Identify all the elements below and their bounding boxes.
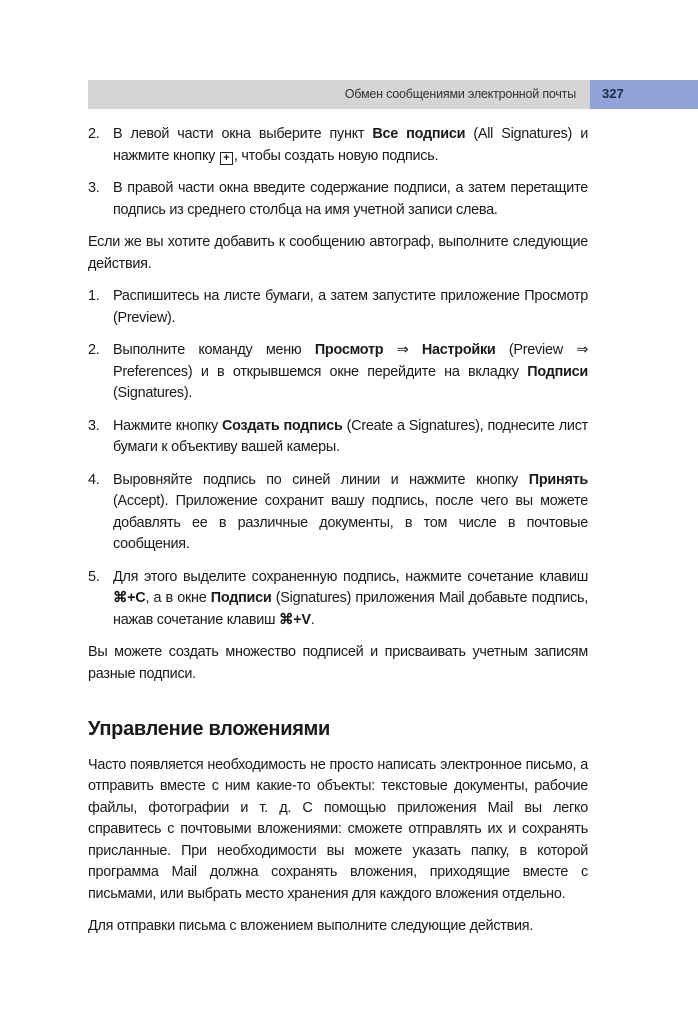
plus-box-icon: + — [220, 152, 233, 165]
paragraph — [88, 642, 588, 685]
bold-term: Все подписи — [372, 126, 466, 142]
text-run: (All Signatures) и нажмите кнопку — [113, 126, 588, 164]
bold-term: Создать подпись — [221, 417, 343, 434]
list-item — [88, 178, 588, 221]
text-run: Нажмите кнопку — [113, 417, 222, 434]
text-run: Для этого выделите сохраненную подпись, нажмите сочетание клавиш — [113, 568, 588, 585]
text-run: (Signatures). — [113, 385, 193, 401]
paragraph — [88, 232, 588, 275]
page-number: 327 — [602, 86, 624, 101]
text-run: (Signatures) приложения Mail добавьте подпись, нажав сочетание клавиш — [113, 590, 588, 628]
list-item — [88, 416, 588, 459]
text-run: (Preview ⇒ Preferences) и в открывшемся окне перейдите на вкладку — [113, 342, 589, 380]
text-run: Распишитесь на листе бумаги, а затем запустите приложение Просмотр (Preview). — [113, 288, 588, 326]
list-item — [88, 286, 588, 329]
bold-term: Просмотр — [314, 342, 384, 358]
list-number: 3. — [88, 180, 100, 196]
page-number-box — [590, 80, 698, 109]
list-number: 3. — [88, 417, 100, 434]
bold-term: ⌘+C — [113, 590, 146, 606]
text-run: (Accept). Приложение сохранит вашу подпись, после чего вы можете добавлять ее в различные документы, в том числе в почтовые сообщения. — [113, 493, 588, 552]
text-run: Часто появляется необходимость не просто написать электронное письмо, а отправить вместе с ним какие-то объекты: текстовые документы, рабочие файлы, фотографии и т. д. С помощью приложения Mail вы легко справитесь с почтовыми вложениями: сможете отправлять их и сохранять присланные. При необходимости вы можете указать папку, в которой программа Mail должна сохранять вложения, приходящие вместе с письмами, или выбрать место хранения для каждого вложения отдельно. — [88, 756, 588, 902]
bold-term: Подписи — [527, 363, 588, 380]
running-header — [88, 80, 590, 109]
text-run: (Create a Signatures), поднесите лист бумаги к объективу вашей камеры. — [113, 417, 588, 455]
list-number: 2. — [88, 126, 100, 142]
list-number: 4. — [88, 471, 100, 488]
text-run: Вы можете создать множество подписей и присваивать учетным записям разные подписи. — [88, 644, 588, 682]
text-run: Выровняйте подпись по синей линии и нажмите кнопку — [113, 471, 529, 488]
paragraph — [88, 916, 588, 938]
list-item — [88, 470, 588, 556]
running-header-title: Обмен сообщениями электронной почты — [344, 87, 576, 101]
paragraph — [88, 755, 588, 906]
bold-term: ⌘+V — [279, 611, 311, 628]
text-run: Выполните команду меню — [113, 342, 315, 358]
text-run: , чтобы создать новую подпись. — [233, 147, 439, 164]
text-run: ⇒ — [383, 342, 422, 358]
text-run: В левой части окна выберите пункт — [113, 126, 373, 142]
list-number: 1. — [88, 288, 100, 304]
section-heading — [88, 719, 588, 741]
bold-term: Настройки — [421, 342, 496, 358]
list-item — [88, 340, 588, 405]
list-item — [88, 124, 588, 167]
page-body — [88, 124, 588, 949]
bold-term: Подписи — [210, 590, 272, 606]
list-number: 2. — [88, 342, 100, 358]
text-run: , а в окне — [145, 590, 211, 606]
text-run: В правой части окна введите содержание подписи, а затем перетащите подпись из среднего столбца на имя учетной записи слева. — [113, 180, 588, 218]
text-run: . — [310, 611, 315, 628]
text-run: Управление вложениями — [88, 718, 331, 740]
text-run: Для отправки письма с вложением выполните следующие действия. — [88, 918, 534, 934]
text-run: Если же вы хотите добавить к сообщению автограф, выполните следующие действия. — [88, 234, 588, 272]
list-item — [88, 567, 588, 632]
list-number: 5. — [88, 568, 100, 585]
bold-term: Принять — [528, 471, 588, 488]
